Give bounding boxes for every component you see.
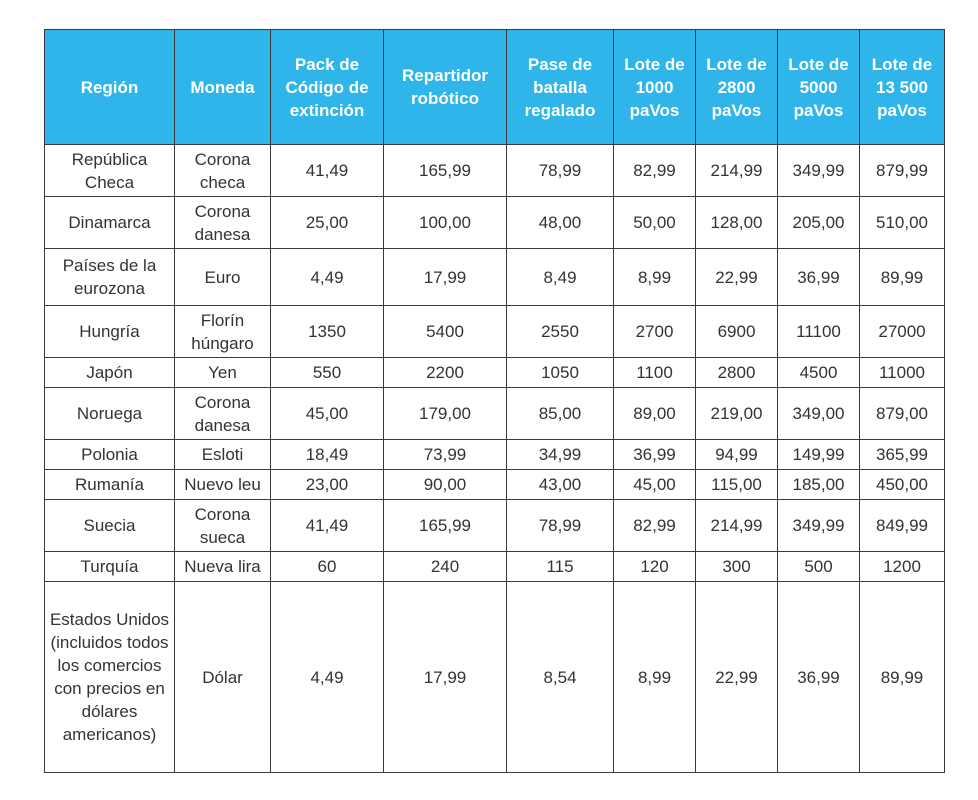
cell-region: Polonia (45, 440, 175, 470)
cell-price: 90,00 (384, 470, 507, 500)
cell-price: 11100 (778, 306, 860, 358)
cell-price: 82,99 (614, 500, 696, 552)
table-row (45, 306, 945, 358)
header-extinction-code-pack: Pack de Código de extinción (271, 30, 384, 145)
cell-currency: Nuevo leu (175, 470, 271, 500)
cell-price: 4,49 (271, 582, 384, 773)
cell-price: 879,99 (860, 145, 945, 197)
cell-price: 94,99 (696, 440, 778, 470)
cell-region: República Checa (45, 145, 175, 197)
table-row (45, 582, 945, 773)
cell-price: 349,99 (778, 500, 860, 552)
cell-region: Noruega (45, 388, 175, 440)
cell-price: 510,00 (860, 197, 945, 249)
cell-price: 1350 (271, 306, 384, 358)
cell-price: 45,00 (271, 388, 384, 440)
cell-price: 500 (778, 552, 860, 582)
cell-price: 2700 (614, 306, 696, 358)
cell-price: 89,99 (860, 582, 945, 773)
cell-currency: Corona sueca (175, 500, 271, 552)
cell-price: 78,99 (507, 145, 614, 197)
table-row (45, 197, 945, 249)
cell-price: 45,00 (614, 470, 696, 500)
cell-currency: Corona danesa (175, 388, 271, 440)
cell-currency: Florín húngaro (175, 306, 271, 358)
cell-region: Japón (45, 358, 175, 388)
cell-currency: Esloti (175, 440, 271, 470)
cell-price: 8,99 (614, 582, 696, 773)
cell-currency: Corona danesa (175, 197, 271, 249)
cell-price: 41,49 (271, 145, 384, 197)
cell-price: 25,00 (271, 197, 384, 249)
header-13500-vbucks: Lote de 13 500 paVos (860, 30, 945, 145)
cell-price: 22,99 (696, 249, 778, 306)
cell-region: Rumanía (45, 470, 175, 500)
cell-price: 22,99 (696, 582, 778, 773)
cell-price: 165,99 (384, 145, 507, 197)
cell-price: 82,99 (614, 145, 696, 197)
cell-price: 1050 (507, 358, 614, 388)
cell-price: 17,99 (384, 249, 507, 306)
cell-price: 8,99 (614, 249, 696, 306)
header-gifted-battle-pass: Pase de batalla regalado (507, 30, 614, 145)
cell-price: 73,99 (384, 440, 507, 470)
table-row (45, 388, 945, 440)
table-row (45, 500, 945, 552)
cell-price: 11000 (860, 358, 945, 388)
cell-price: 2800 (696, 358, 778, 388)
cell-price: 240 (384, 552, 507, 582)
cell-region: Países de la eurozona (45, 249, 175, 306)
cell-region: Suecia (45, 500, 175, 552)
cell-price: 27000 (860, 306, 945, 358)
cell-price: 179,00 (384, 388, 507, 440)
cell-price: 4500 (778, 358, 860, 388)
table-row (45, 552, 945, 582)
cell-price: 205,00 (778, 197, 860, 249)
table-header-row (45, 30, 945, 145)
cell-price: 23,00 (271, 470, 384, 500)
header-region: Región (45, 30, 175, 145)
cell-price: 185,00 (778, 470, 860, 500)
header-currency: Moneda (175, 30, 271, 145)
cell-price: 85,00 (507, 388, 614, 440)
cell-currency: Nueva lira (175, 552, 271, 582)
cell-price: 2200 (384, 358, 507, 388)
cell-price: 1100 (614, 358, 696, 388)
header-2800-vbucks: Lote de 2800 paVos (696, 30, 778, 145)
cell-price: 4,49 (271, 249, 384, 306)
header-1000-vbucks: Lote de 1000 paVos (614, 30, 696, 145)
cell-price: 60 (271, 552, 384, 582)
cell-price: 2550 (507, 306, 614, 358)
cell-price: 34,99 (507, 440, 614, 470)
table-row (45, 470, 945, 500)
cell-price: 78,99 (507, 500, 614, 552)
cell-currency: Yen (175, 358, 271, 388)
cell-region: Estados Unidos (incluidos todos los comercios con precios en dólares americanos) (45, 582, 175, 773)
cell-price: 214,99 (696, 500, 778, 552)
cell-price: 100,00 (384, 197, 507, 249)
cell-price: 115 (507, 552, 614, 582)
cell-price: 115,00 (696, 470, 778, 500)
cell-currency: Corona checa (175, 145, 271, 197)
cell-price: 50,00 (614, 197, 696, 249)
cell-price: 849,99 (860, 500, 945, 552)
cell-price: 36,99 (778, 582, 860, 773)
cell-price: 214,99 (696, 145, 778, 197)
table-row (45, 145, 945, 197)
cell-price: 365,99 (860, 440, 945, 470)
cell-price: 41,49 (271, 500, 384, 552)
cell-price: 349,00 (778, 388, 860, 440)
cell-price: 219,00 (696, 388, 778, 440)
cell-price: 18,49 (271, 440, 384, 470)
cell-price: 879,00 (860, 388, 945, 440)
cell-price: 36,99 (614, 440, 696, 470)
header-robot-courier: Repartidor robótico (384, 30, 507, 145)
cell-region: Turquía (45, 552, 175, 582)
cell-price: 300 (696, 552, 778, 582)
cell-price: 48,00 (507, 197, 614, 249)
header-5000-vbucks: Lote de 5000 paVos (778, 30, 860, 145)
table-row (45, 440, 945, 470)
cell-price: 149,99 (778, 440, 860, 470)
table-row (45, 249, 945, 306)
cell-price: 8,54 (507, 582, 614, 773)
cell-price: 349,99 (778, 145, 860, 197)
cell-region: Dinamarca (45, 197, 175, 249)
cell-region: Hungría (45, 306, 175, 358)
cell-price: 43,00 (507, 470, 614, 500)
table-row (45, 358, 945, 388)
cell-currency: Euro (175, 249, 271, 306)
cell-price: 6900 (696, 306, 778, 358)
cell-price: 89,99 (860, 249, 945, 306)
cell-price: 120 (614, 552, 696, 582)
cell-price: 17,99 (384, 582, 507, 773)
price-table (44, 29, 945, 773)
cell-price: 89,00 (614, 388, 696, 440)
cell-price: 5400 (384, 306, 507, 358)
cell-price: 550 (271, 358, 384, 388)
cell-price: 128,00 (696, 197, 778, 249)
cell-price: 8,49 (507, 249, 614, 306)
cell-price: 36,99 (778, 249, 860, 306)
cell-currency: Dólar (175, 582, 271, 773)
cell-price: 1200 (860, 552, 945, 582)
cell-price: 450,00 (860, 470, 945, 500)
cell-price: 165,99 (384, 500, 507, 552)
